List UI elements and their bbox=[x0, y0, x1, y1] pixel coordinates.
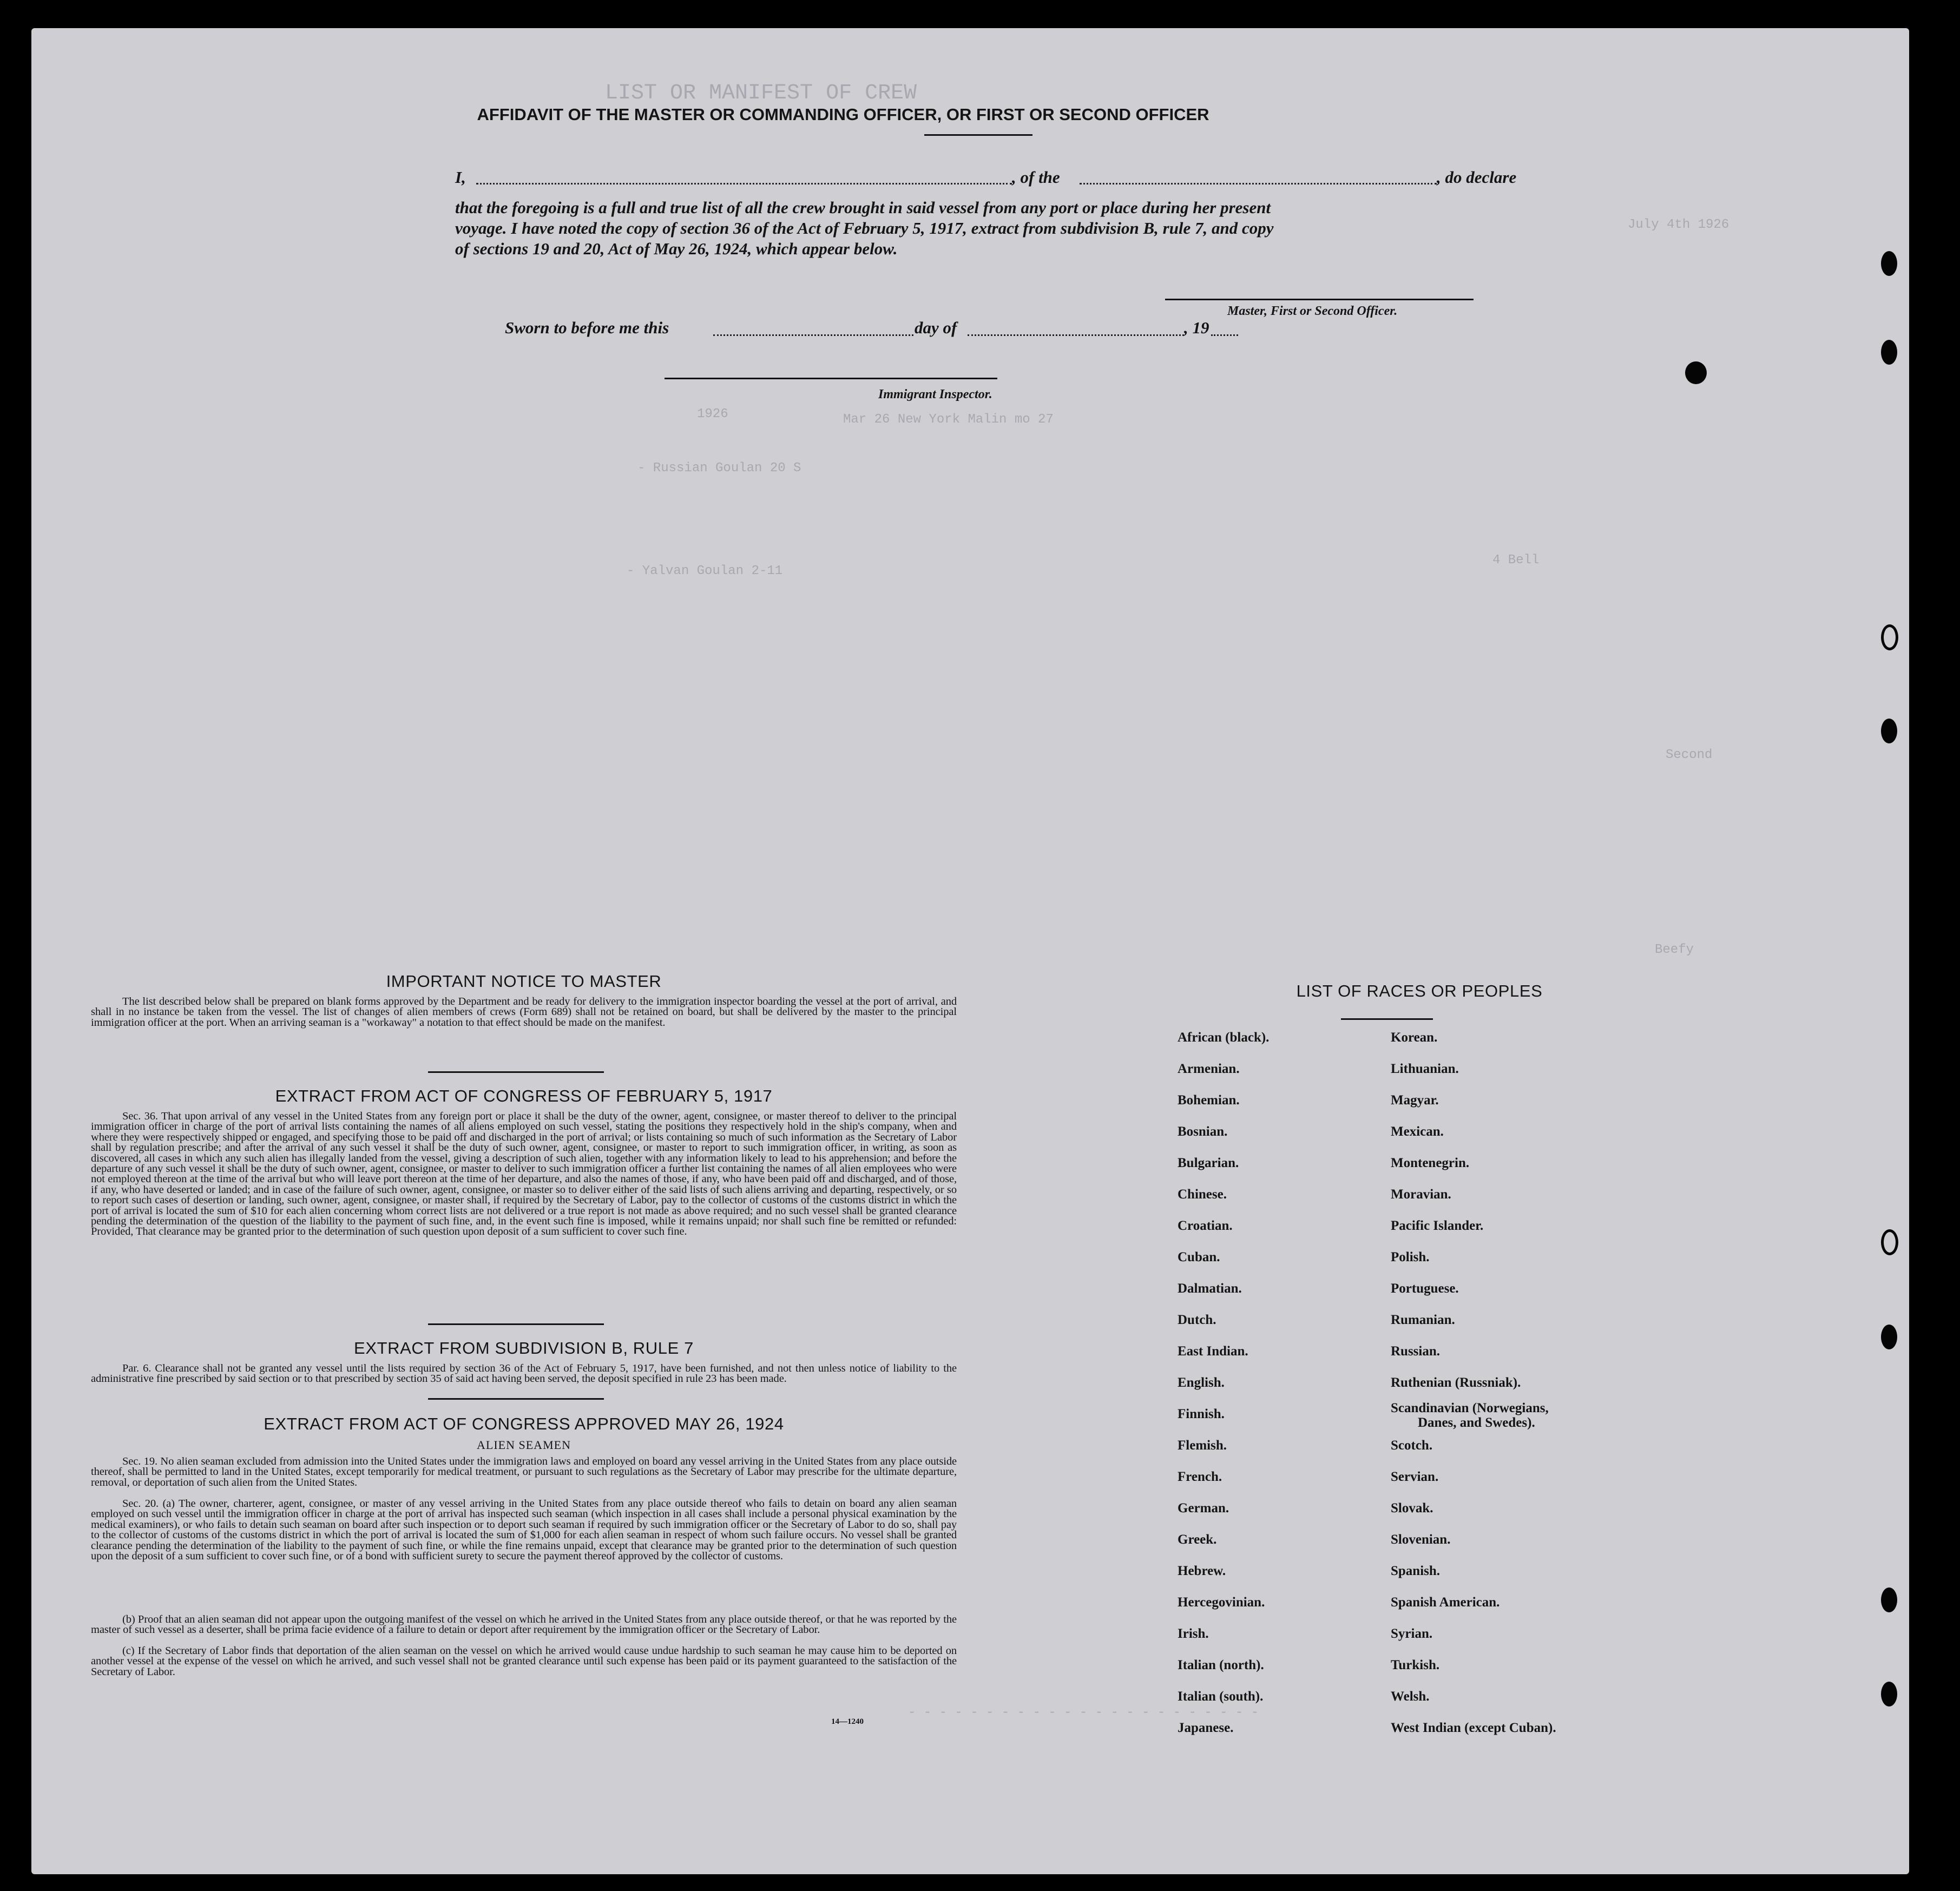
race-item: Scotch. bbox=[1391, 1438, 1433, 1453]
section-divider bbox=[428, 1323, 604, 1325]
bleed-through-mark: - Yalvan Goulan 2-11 bbox=[627, 564, 783, 578]
race-item: Ruthenian (Russniak). bbox=[1391, 1375, 1521, 1390]
races-title-underline bbox=[1341, 1018, 1433, 1020]
sworn-year-blank[interactable] bbox=[1211, 334, 1238, 336]
notice-title: IMPORTANT NOTICE TO MASTER bbox=[386, 972, 662, 991]
race-item: East Indian. bbox=[1178, 1344, 1248, 1359]
race-item: Bohemian. bbox=[1178, 1093, 1240, 1108]
punch-hole-icon bbox=[1881, 340, 1897, 365]
sworn-label: Sworn to before me this bbox=[505, 318, 669, 337]
sworn-month-blank[interactable] bbox=[968, 334, 1184, 336]
race-item: Spanish American. bbox=[1391, 1595, 1500, 1610]
extract-rule7-text: Par. 6. Clearance shall not be granted any vessel until the lists required by section 36 of the Act of February 5, 1917, have been furnished, and not then unless notice of liability to the administrative fine prescribed by said section or to that prescribed by section 35 of said act having been served, the deposit specified in rule 23 has been made. bbox=[91, 1362, 957, 1385]
race-item: Greek. bbox=[1178, 1532, 1217, 1547]
affidavit-line-2: that the foregoing is a full and true list of all the crew brought in said vessel from any port or place during her present bbox=[455, 198, 1271, 217]
alien-seamen-subtitle: ALIEN SEAMEN bbox=[477, 1438, 571, 1452]
sworn-day-blank[interactable] bbox=[713, 334, 913, 336]
race-item: Hercegovinian. bbox=[1178, 1595, 1265, 1610]
affidavit-line-3: voyage. I have noted the copy of section 36 of the Act of February 5, 1917, extract from subdivision B, rule 7, and copy bbox=[455, 219, 1274, 238]
race-item: Spanish. bbox=[1391, 1564, 1441, 1578]
race-item: Cuban. bbox=[1178, 1250, 1220, 1264]
affidavit-do-declare-label: , do declare bbox=[1437, 168, 1517, 187]
inspector-caption: Immigrant Inspector. bbox=[878, 387, 992, 401]
bleed-through-mark: July 4th 1926 bbox=[1628, 218, 1729, 232]
affidavit-of-the-label: , of the bbox=[1012, 168, 1060, 187]
bleed-through-mark: - - - - - - - - - - - - - - - - - - - - - - - bbox=[908, 1705, 1259, 1720]
extract-1917-text: Sec. 36. That upon arrival of any vessel in the United States from any foreign port or place it shall be the duty of the owner, agent, consignee, or master thereof to deliver to the principal immigration officer in charge of the port of arrival lists containing the names of all aliens employed on such vessel, stating the positions they respectively hold in the ship's company, when and where they were respectively shipped or engaged, and specifying those to be paid off and discharged in the port of arrival; or lists containing so much of such information as the Secretary of Labor shall by regulation prescribe; and after the arrival of any such vessel it shall be the duty of such owner, agent, consignee, or master to report to such immigration officer, in writing, as soon as discovered, all cases in which any such alien has illegally landed from the vessel, giving a description of such alien, together with any information likely to lead to his apprehension; and before the departure of any such vessel it shall be the duty of such owner, agent, consignee, or master to deliver to such immigration officer a further list containing the names of all alien employees who were not employed thereon at the time of the arrival but who will leave port thereon at the time of her departure, and also the names of those, if any, who have been paid off and discharged, and of those, if any, who have deserted or landed; and in case of the failure of such owner, agent, consignee, or master so to deliver either of the said lists of such aliens arriving and departing, respectively, or so to report such cases of desertion or landing, such owner, agent, consignee, or master shall, if required by the Secretary of Labor, pay to the collector of customs of the customs district in which the port of arrival is located the sum of $10 for each alien concerning whom correct lists are not delivered or a true report is not made as above required; and no such vessel shall be granted clearance pending the determination of the question of the liability to the payment of such fine, and, in the event such fine is imposed, while it remains unpaid; nor shall such fine be remitted or refunded: Provided, That clearance may be granted prior to the determination of such question upon deposit of a sum sufficient to cover such fine. bbox=[91, 1110, 957, 1238]
race-item: Russian. bbox=[1391, 1344, 1441, 1359]
extract-rule7-title: EXTRACT FROM SUBDIVISION B, RULE 7 bbox=[354, 1339, 694, 1358]
extract-1917-title: EXTRACT FROM ACT OF CONGRESS OF FEBRUARY 5, 1917 bbox=[275, 1086, 773, 1105]
race-item: Polish. bbox=[1391, 1250, 1430, 1264]
race-item: Italian (south). bbox=[1178, 1689, 1264, 1704]
title-underline bbox=[924, 134, 1032, 136]
race-item: Servian. bbox=[1391, 1470, 1439, 1484]
race-item: Finnish. bbox=[1178, 1407, 1225, 1421]
extract-1924-sec20c: (c) If the Secretary of Labor finds that deportation of the alien seaman on the vessel on which he arrived would cause undue hardship to such seaman he may cause him to be deported on another vessel at the expense of the vessel on which he arrived, and such vessel shall not be granted clearance until such expense has been paid or its payment guaranteed to the satisfaction of the Secretary of Labor. bbox=[91, 1645, 957, 1678]
race-item: Magyar. bbox=[1391, 1093, 1439, 1108]
race-item: Irish. bbox=[1178, 1626, 1209, 1641]
day-of-label: day of bbox=[915, 318, 957, 337]
race-item: Moravian. bbox=[1391, 1187, 1451, 1202]
race-item: Pacific Islander. bbox=[1391, 1218, 1484, 1233]
year-label: , 19 bbox=[1184, 318, 1209, 337]
race-item: Croatian. bbox=[1178, 1218, 1233, 1233]
race-item: Montenegrin. bbox=[1391, 1156, 1470, 1170]
master-caption: Master, First or Second Officer. bbox=[1227, 304, 1398, 318]
race-item: Welsh. bbox=[1391, 1689, 1430, 1704]
punch-hole-icon bbox=[1881, 624, 1898, 650]
races-title: LIST OF RACES OR PEOPLES bbox=[1296, 981, 1543, 1000]
punch-hole-icon bbox=[1881, 719, 1897, 743]
bleed-through-mark: 4 Bell bbox=[1492, 553, 1540, 568]
master-signature-line[interactable] bbox=[1165, 299, 1474, 300]
race-item: African (black). bbox=[1178, 1030, 1270, 1045]
bleed-through-mark: 1926 bbox=[697, 407, 728, 421]
vessel-blank[interactable] bbox=[1080, 183, 1437, 185]
race-item: Turkish. bbox=[1391, 1658, 1440, 1672]
punch-hole-icon bbox=[1881, 1229, 1898, 1255]
extract-1924-sec19: Sec. 19. No alien seaman excluded from admission into the United States under the immigration laws and employed on board any vessel arriving in the United States from any place outside thereof, shall be permitted to land in the United States, except temporarily for medical treatment, or pursuant to such regulations as the Secretary of Labor may prescribe for the ultimate departure, removal, or deportation of such alien from the United States. bbox=[91, 1455, 957, 1488]
form-number: 14—1240 bbox=[831, 1717, 864, 1726]
race-item: Dutch. bbox=[1178, 1313, 1216, 1327]
race-item: Hebrew. bbox=[1178, 1564, 1226, 1578]
document-page bbox=[31, 28, 1909, 1874]
race-item: Lithuanian. bbox=[1391, 1062, 1459, 1076]
race-item: Chinese. bbox=[1178, 1187, 1227, 1202]
notice-text: The list described below shall be prepared on blank forms approved by the Department and be ready for delivery to the immigration inspector boarding the vessel at the port of arrival, and shall in no instance be taken from the vessel. The list of changes of alien members of crews (Form 689) shall not be retained on board, but shall be delivered by the master to the principal immigration officer at the port. When an arriving seaman is a "workaway" a notation to that effect should be made on the manifest. bbox=[91, 996, 957, 1029]
punch-hole-icon bbox=[1881, 251, 1897, 276]
race-item: Flemish. bbox=[1178, 1438, 1227, 1453]
punch-hole-icon bbox=[1881, 1325, 1897, 1349]
section-divider bbox=[428, 1071, 604, 1073]
punch-hole-icon bbox=[1881, 1587, 1897, 1612]
race-item: Rumanian. bbox=[1391, 1313, 1455, 1327]
race-item: Armenian. bbox=[1178, 1062, 1240, 1076]
punch-hole-icon bbox=[1685, 361, 1707, 384]
race-item: Syrian. bbox=[1391, 1626, 1433, 1641]
extract-1924-title: EXTRACT FROM ACT OF CONGRESS APPROVED MAY 26, 1924 bbox=[264, 1414, 784, 1433]
race-item: English. bbox=[1178, 1375, 1225, 1390]
bleed-through-mark: Mar 26 New York Malin mo 27 bbox=[843, 412, 1054, 427]
race-item: Slovenian. bbox=[1391, 1532, 1451, 1547]
race-item: Danes, and Swedes). bbox=[1418, 1415, 1535, 1430]
race-item: Korean. bbox=[1391, 1030, 1438, 1045]
affidavit-line-4: of sections 19 and 20, Act of May 26, 1924, which appear below. bbox=[455, 239, 898, 258]
race-item: Bulgarian. bbox=[1178, 1156, 1239, 1170]
punch-hole-icon bbox=[1881, 1682, 1897, 1706]
bleed-through-mark: - Russian Goulan 20 S bbox=[637, 461, 801, 476]
race-item: French. bbox=[1178, 1470, 1222, 1484]
race-item: Mexican. bbox=[1391, 1124, 1444, 1139]
extract-1924-sec20a: Sec. 20. (a) The owner, charterer, agent, consignee, or master of any vessel arriving in the United States from any place outside thereof who fails to detain on board any alien seaman employed on such vessel until the immigration officer in charge at the port of arrival has inspected such seaman (which inspection in all cases shall include a personal physical examination by the medical examiners), or who fails to detain such seaman on board after such inspection or to deport such seaman if required by such immigration officer or the Secretary of Labor to do so, shall pay to the collector of customs of the customs district in which the port of arrival is located the sum of $1,000 for each alien seaman in respect of whom such failure occurs. No vessel shall be granted clearance pending the determination of the liability to the payment of such fine, or while the fine remains unpaid, except that clearance may be granted prior to the determination of such question upon the deposit of a sum sufficient to cover such fine, or of a bond with sufficient surety to secure the payment thereof approved by the collector of customs. bbox=[91, 1498, 957, 1563]
section-divider bbox=[428, 1398, 604, 1400]
race-item: Italian (north). bbox=[1178, 1658, 1264, 1672]
race-item: Scandinavian (Norwegians, bbox=[1391, 1401, 1549, 1415]
race-item: Bosnian. bbox=[1178, 1124, 1228, 1139]
bleed-through-mark: Second bbox=[1666, 748, 1713, 762]
affidavit-title: AFFIDAVIT OF THE MASTER OR COMMANDING OFFICER, OR FIRST OR SECOND OFFICER bbox=[477, 105, 1209, 124]
name-blank[interactable] bbox=[476, 183, 1012, 185]
inspector-signature-line[interactable] bbox=[665, 378, 997, 379]
race-item: Dalmatian. bbox=[1178, 1281, 1242, 1296]
affidavit-i-label: I, bbox=[455, 168, 466, 187]
race-item: Slovak. bbox=[1391, 1501, 1433, 1516]
extract-1924-sec20b: (b) Proof that an alien seaman did not appear upon the outgoing manifest of the vessel on which he arrived in the United States from any place outside thereof, or that he was reported by the master of such vessel as a deserter, shall be prima facie evidence of a failure to detain or deport after requirement by the immigration officer or the Secretary of Labor. bbox=[91, 1613, 957, 1636]
race-item: Portuguese. bbox=[1391, 1281, 1459, 1296]
race-item: West Indian (except Cuban). bbox=[1391, 1721, 1556, 1735]
race-item: German. bbox=[1178, 1501, 1229, 1516]
race-item: Japanese. bbox=[1178, 1721, 1234, 1735]
bleed-through-mark: Beefy bbox=[1655, 943, 1694, 957]
bleed-through-mark: LIST OR MANIFEST OF CREW bbox=[605, 81, 917, 106]
